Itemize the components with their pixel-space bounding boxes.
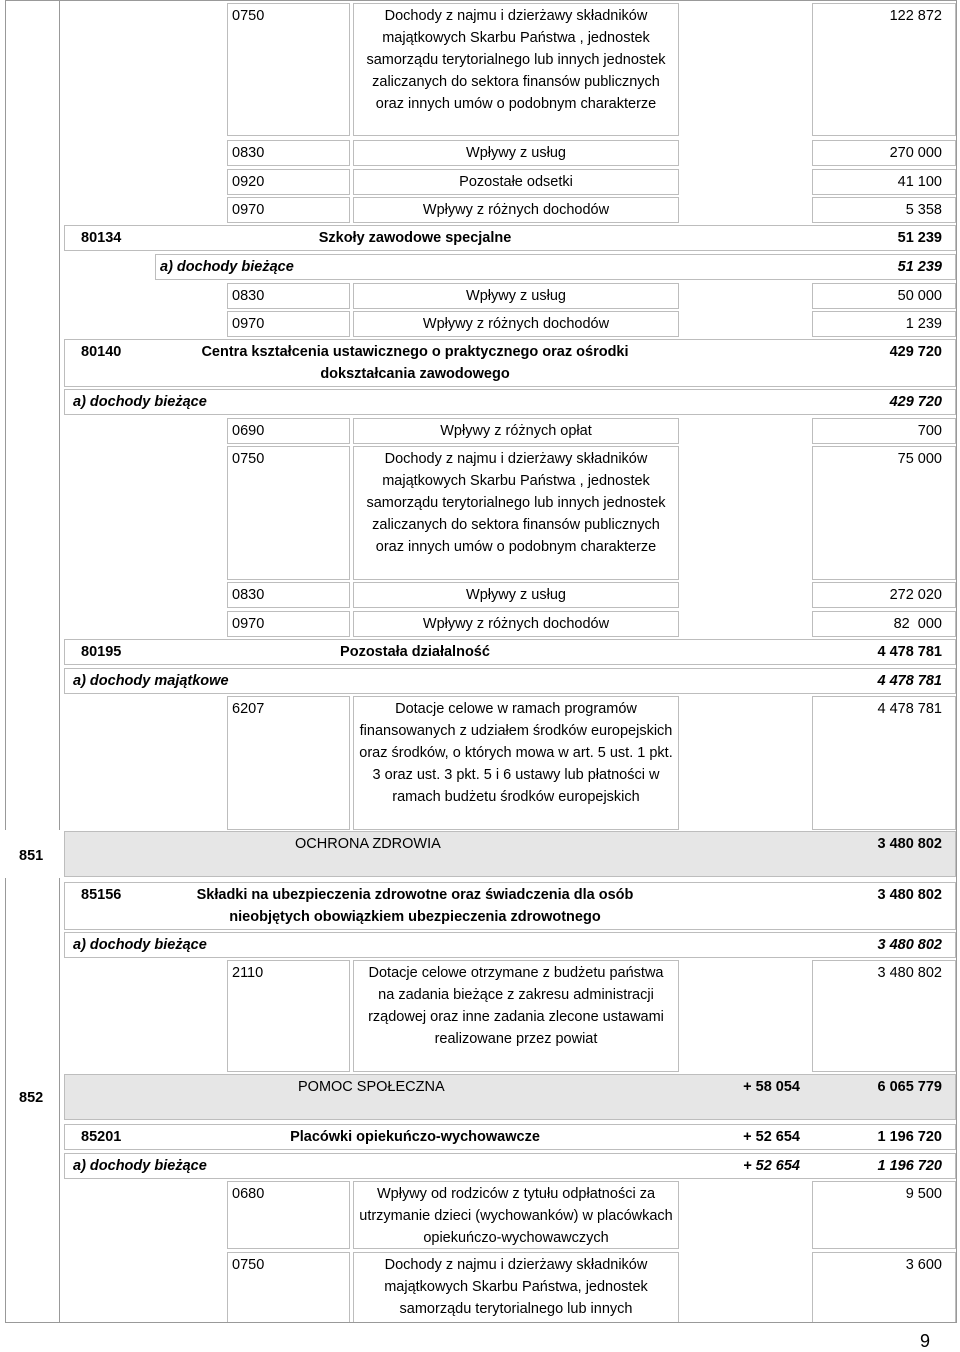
section-amount: 6 065 779 — [877, 1079, 942, 1095]
classification-code: 0750 — [232, 451, 265, 467]
chapter-amount: 3 480 802 — [877, 887, 942, 903]
chapter-title: Pozostała działalność — [340, 644, 490, 660]
classification-code: 0970 — [232, 316, 265, 332]
income-type-label: a) dochody bieżące — [73, 1158, 207, 1174]
description: Wpływy z różnych opłat — [440, 423, 592, 439]
amount: 122 872 — [889, 8, 942, 24]
amount: 75 000 — [897, 451, 942, 467]
amount: 4 478 781 — [877, 701, 942, 717]
description: Wpływy z różnych dochodów — [422, 202, 610, 218]
page-number: 9 — [920, 1331, 931, 1351]
income-type-change: + 52 654 — [743, 1158, 800, 1174]
income-type-label: a) dochody bieżące — [73, 394, 207, 410]
classification-code: 0680 — [232, 1186, 265, 1202]
chapter-title: Placówki opiekuńczo-wychowawcze — [290, 1129, 540, 1145]
description: Dochody z najmu i dzierżawy składników majątkowych Skarbu Państwa , jednostek samorządu terytorialnego lub innych jednostek zaliczanych do sektora finansów publicznych oraz innych umów o podobnym charakterze — [366, 451, 666, 555]
classification-code: 0690 — [232, 423, 265, 439]
income-type-amount: 1 196 720 — [877, 1158, 942, 1174]
description: Dochody z najmu i dzierżawy składników majątkowych Skarbu Państwa , jednostek samorządu terytorialnego lub innych jednostek zaliczanych do sektora finansów publicznych oraz innych umów o podobnym charakterze — [366, 8, 666, 112]
description: Wpływy z różnych dochodów — [422, 316, 610, 332]
chapter-code: 80195 — [81, 644, 122, 660]
amount: 1 239 — [905, 316, 942, 332]
classification-code: 0750 — [232, 8, 265, 24]
section-change: + 58 054 — [743, 1079, 800, 1095]
description: Wpływy z różnych dochodów — [422, 616, 610, 632]
section-title: OCHRONA ZDROWIA — [295, 836, 441, 852]
amount: 9 500 — [905, 1186, 942, 1202]
description: Dotacje celowe w ramach programów finansowanych z udziałem środków europejskich oraz środków, o których mowa w art. 5 ust. 1 pkt. 3 oraz ust. 3 pkt. 5 i 6 ustawy lub płatności w ramach budżetu środków europejskich — [359, 701, 673, 805]
section-amount: 3 480 802 — [877, 836, 942, 852]
chapter-amount: 51 239 — [897, 230, 942, 246]
chapter-code: 85201 — [81, 1129, 122, 1145]
amount: 700 — [917, 423, 942, 439]
description: Dochody z najmu i dzierżawy składników majątkowych Skarbu Państwa, jednostek samorządu terytorialnego lub innych — [384, 1257, 648, 1317]
amount: 270 000 — [889, 145, 942, 161]
chapter-code: 80134 — [81, 230, 122, 246]
description: Pozostałe odsetki — [459, 174, 573, 190]
description: Wpływy z usług — [466, 587, 566, 603]
income-type-amount: 4 478 781 — [877, 673, 942, 689]
income-type-amount: 429 720 — [889, 394, 942, 410]
description: Wpływy od rodziców z tytułu odpłatności za utrzymanie dzieci (wychowanków) w placówkach opiekuńczo-wychowawczych — [359, 1186, 673, 1246]
classification-code: 0970 — [232, 616, 265, 632]
section-code: 851 — [19, 848, 44, 864]
income-type-amount: 3 480 802 — [877, 937, 942, 953]
section-title: POMOC SPOŁECZNA — [298, 1079, 445, 1095]
classification-code: 0830 — [232, 587, 265, 603]
amount: 41 100 — [897, 174, 942, 190]
description: Wpływy z usług — [466, 288, 566, 304]
classification-code: 0830 — [232, 288, 265, 304]
chapter-amount: 1 196 720 — [877, 1129, 942, 1145]
amount: 5 358 — [905, 202, 942, 218]
classification-code: 6207 — [232, 701, 265, 717]
classification-code: 0830 — [232, 145, 265, 161]
amount: 3 600 — [905, 1257, 942, 1273]
chapter-title: Centra kształcenia ustawicznego o praktycznego oraz ośrodki dokształcania zawodowego — [201, 344, 629, 382]
income-type-label: a) dochody bieżące — [73, 937, 207, 953]
chapter-code: 85156 — [81, 887, 122, 903]
classification-code: 2110 — [232, 965, 264, 981]
chapter-amount: 4 478 781 — [877, 644, 942, 660]
income-type-label: a) dochody majątkowe — [73, 673, 229, 689]
chapter-code: 80140 — [81, 344, 122, 360]
classification-code: 0920 — [232, 174, 265, 190]
section-column — [5, 0, 60, 1323]
income-type-label: a) dochody bieżące — [160, 259, 294, 275]
description: Dotacje celowe otrzymane z budżetu państwa na zadania bieżące z zakresu administracji rządowej oraz inne zadania zlecone ustawami realizowane przez powiat — [368, 965, 664, 1047]
chapter-amount: 429 720 — [889, 344, 942, 360]
amount: 82 000 — [893, 616, 942, 632]
chapter-title: Składki na ubezpieczenia zdrowotne oraz świadczenia dla osób nieobjętych obowiązkiem ubezpieczenia zdrowotnego — [196, 887, 634, 925]
amount: 3 480 802 — [877, 965, 942, 981]
description: Wpływy z usług — [466, 145, 566, 161]
income-type-amount: 51 239 — [897, 259, 942, 275]
classification-code: 0970 — [232, 202, 265, 218]
section-code: 852 — [19, 1090, 44, 1106]
amount: 50 000 — [897, 288, 942, 304]
chapter-change: + 52 654 — [743, 1129, 800, 1145]
amount: 272 020 — [889, 587, 942, 603]
chapter-title: Szkoły zawodowe specjalne — [318, 230, 512, 246]
classification-code: 0750 — [232, 1257, 265, 1273]
